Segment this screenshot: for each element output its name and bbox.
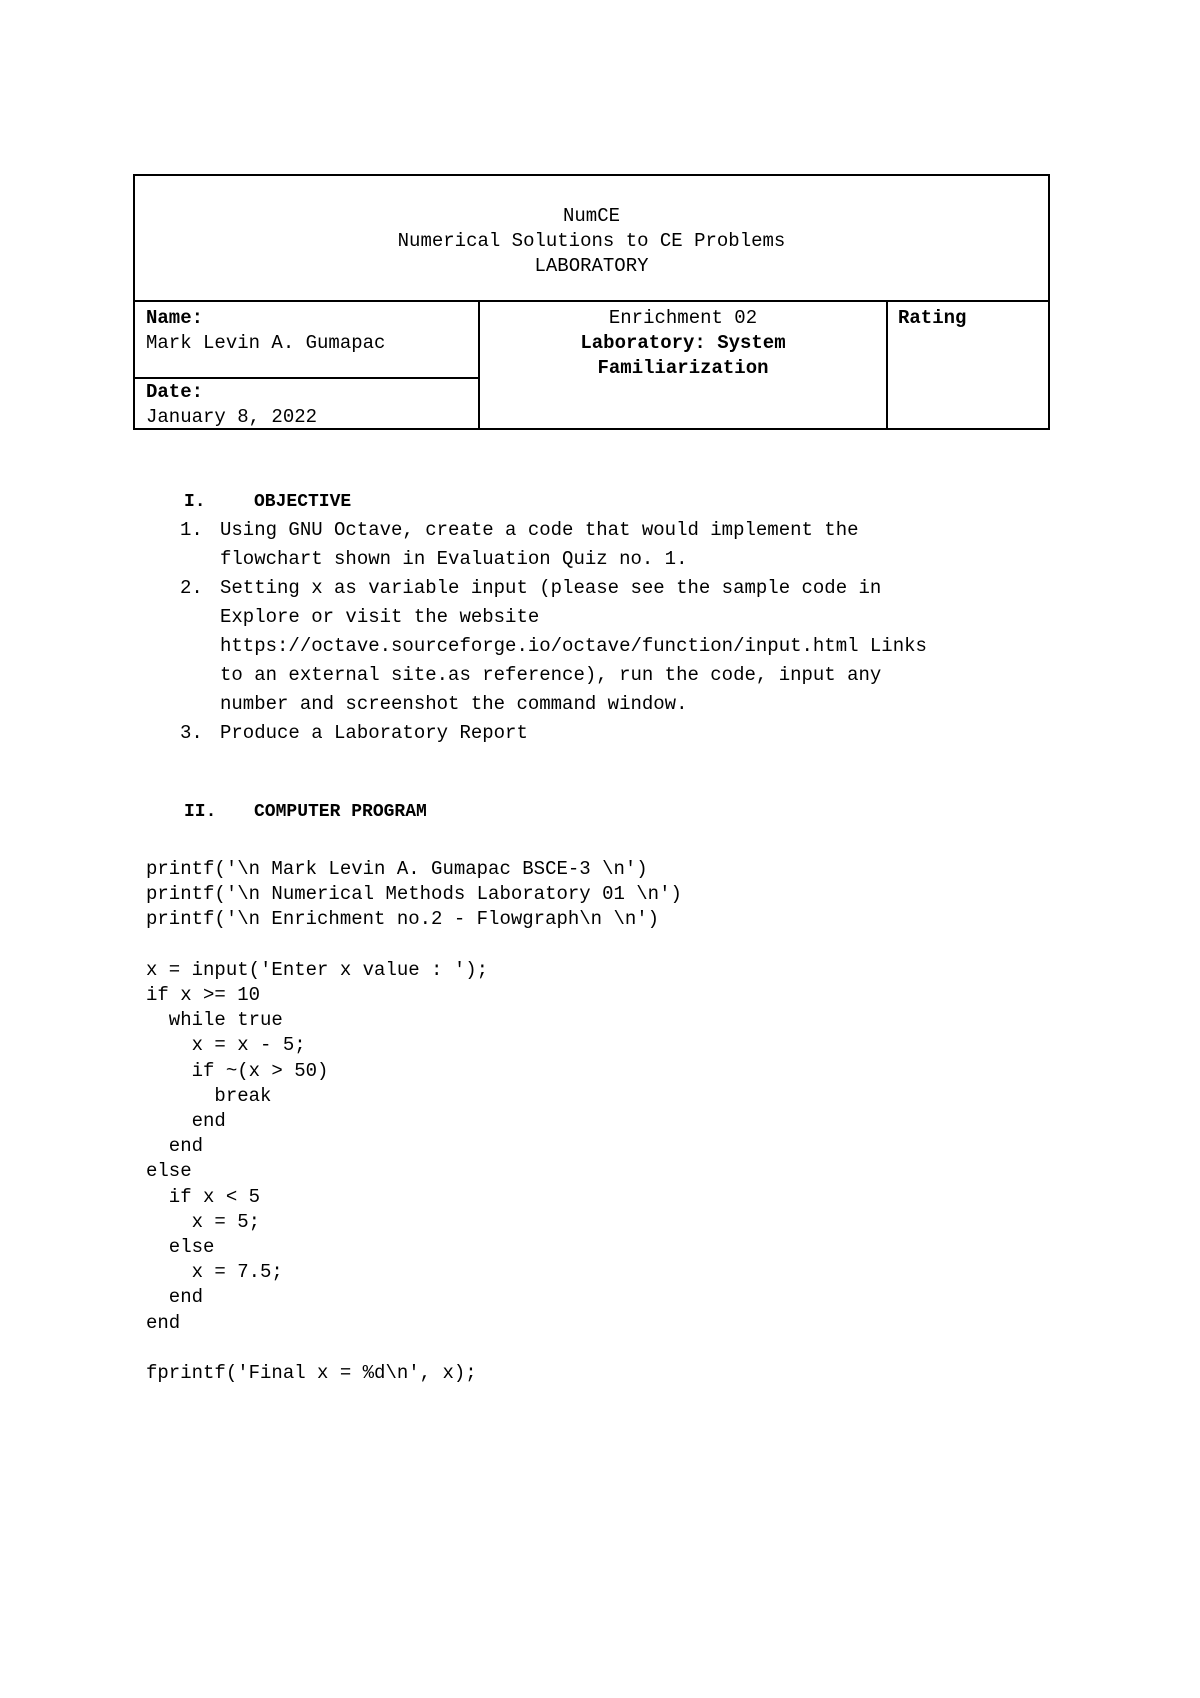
section-title: OBJECTIVE <box>254 492 352 512</box>
website-link[interactable]: https://octave.sourceforge.io/octave/function/input.html Links <box>220 635 927 657</box>
code-listing: printf('\n Mark Levin A. Gumapac BSCE-3 \n') printf('\n Numerical Methods Laboratory 01 \n') printf('\n Enrichment no.2 - Flowgraph\n \n') x = input('Enter x value : '); if x >= 10 while true x = x - 5; if ~(x > 50) break end end else if x < 5 x = 5; else x = 7.5; end end fprintf('Final x = %d\n', x); <box>146 858 682 1385</box>
objective-list <box>180 516 1080 748</box>
section-number: I. <box>184 492 206 512</box>
lab-title-line-2: Familiarization <box>597 357 769 379</box>
list-item-text: flowchart shown in Evaluation Quiz no. 1. <box>220 548 688 570</box>
lab-title-line-1: Laboratory: System <box>580 332 786 354</box>
name-label: Name: <box>146 307 204 329</box>
list-item-text: Using GNU Octave, create a code that would implement the <box>220 519 859 541</box>
activity-cell <box>480 302 888 428</box>
list-item <box>180 574 1080 719</box>
course-code: NumCE <box>562 205 620 227</box>
rating-cell <box>888 302 1048 428</box>
course-title: Numerical Solutions to CE Problems <box>397 230 786 252</box>
list-item-text: Setting x as variable input (please see the sample code in <box>220 577 882 599</box>
list-item-text: to an external site.as reference), run the code, input any <box>220 664 882 686</box>
list-item-number: 1. <box>180 519 203 541</box>
name-cell <box>135 302 480 379</box>
list-item <box>180 719 1080 748</box>
list-item-text: Produce a Laboratory Report <box>220 722 528 744</box>
header-table <box>133 174 1050 430</box>
enrichment-number: Enrichment 02 <box>608 307 758 329</box>
list-item-number: 2. <box>180 577 203 599</box>
date-label: Date: <box>146 381 204 403</box>
section-number: II. <box>184 802 217 822</box>
list-item-text: number and screenshot the command window. <box>220 693 688 715</box>
list-item-number: 3. <box>180 722 203 744</box>
section-title: COMPUTER PROGRAM <box>254 802 427 822</box>
rating-label: Rating <box>898 307 967 329</box>
list-item-text: Explore or visit the website <box>220 606 540 628</box>
name-value: Mark Levin A. Gumapac <box>146 332 386 354</box>
program-heading <box>184 802 427 822</box>
course-title-block <box>135 176 1048 302</box>
course-type: LABORATORY <box>534 255 649 277</box>
list-item <box>180 516 1080 574</box>
date-cell <box>135 379 480 428</box>
date-value: January 8, 2022 <box>146 406 318 428</box>
objective-heading <box>184 492 351 512</box>
